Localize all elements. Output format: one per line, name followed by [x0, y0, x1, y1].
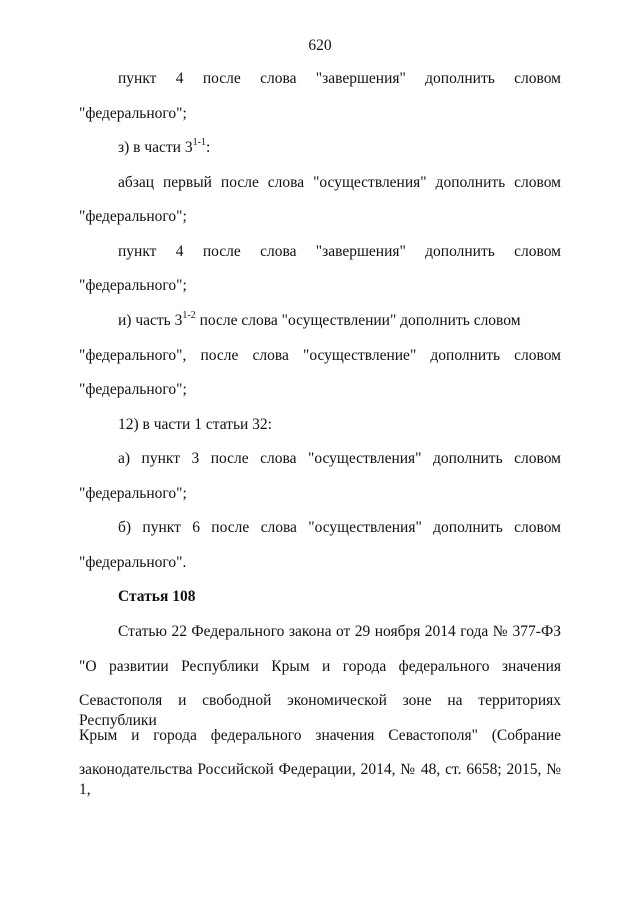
text-line: б) пункт 6 после слова "осуществления" дополнить словом	[118, 519, 561, 536]
text-fragment: после слова "осуществлении" дополнить словом	[195, 312, 521, 329]
text-line: Крым и города федерального значения Севастополя" (Собрание	[79, 727, 561, 744]
text-fragment: и) часть 3	[118, 312, 183, 329]
text-line: "федерального".	[79, 554, 187, 571]
text-line: "федерального";	[79, 485, 187, 502]
text-line: "О развитии Республики Крым и города федерального значения	[79, 658, 561, 675]
text-line: Севастополя и свободной экономической зоне на территориях Республики	[79, 692, 561, 729]
text-line: Статью 22 Федерального закона от 29 ноября 2014 года № 377-ФЗ	[118, 623, 561, 640]
text-line: "федерального", после слова "осуществление" дополнить словом	[79, 347, 561, 364]
text-line: 12) в части 1 статьи 32:	[118, 416, 272, 433]
text-line: законодательства Российской Федерации, 2014, № 48, ст. 6658; 2015, № 1,	[79, 761, 561, 798]
text-line: "федерального";	[79, 105, 187, 122]
page-number: 620	[308, 37, 332, 54]
text-line: пункт 4 после слова "завершения" дополнить словом	[118, 70, 561, 87]
text-fragment: з) в части 3	[118, 139, 193, 156]
text-line: "федерального";	[79, 208, 187, 225]
article-heading: Статья 108	[118, 588, 196, 605]
text-line: пункт 4 после слова "завершения" дополнить словом	[118, 243, 561, 260]
text-fragment: :	[205, 139, 211, 156]
superscript: 1-2	[182, 309, 196, 321]
superscript: 1-1	[192, 136, 206, 148]
text-line: абзац первый после слова "осуществления" дополнить словом	[118, 174, 561, 191]
text-line: "федерального";	[79, 277, 187, 294]
text-line: "федерального";	[79, 381, 187, 398]
text-line: а) пункт 3 после слова "осуществления" дополнить словом	[118, 450, 561, 467]
text-line-subitem-z	[118, 138, 561, 158]
text-line-subitem-i	[118, 311, 561, 331]
